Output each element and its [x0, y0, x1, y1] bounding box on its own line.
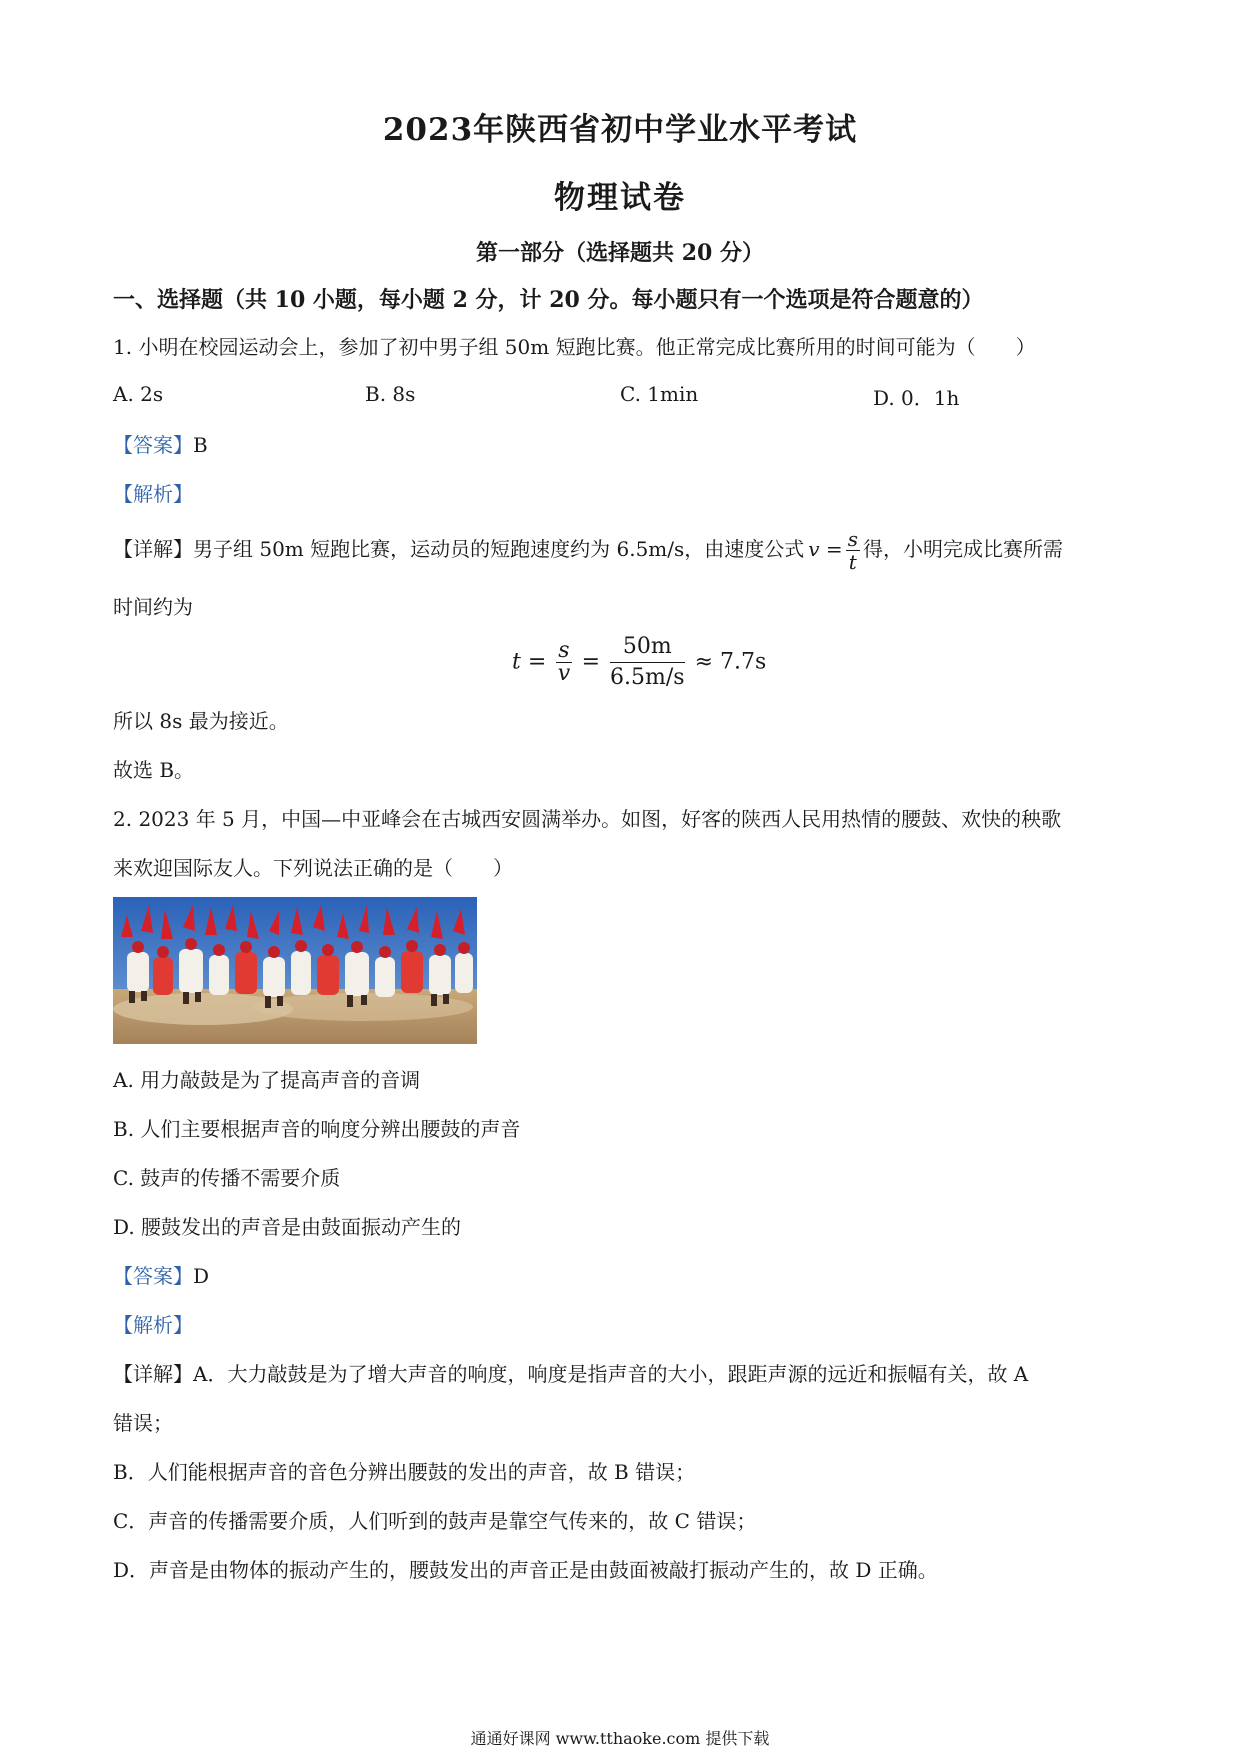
answer-tag: 【答案】 — [113, 1264, 193, 1288]
q1-option-c: C. 1min — [620, 382, 699, 406]
q2-detail-line-3: B．人们能根据声音的音色分辨出腰鼓的发出的声音，故 B 错误； — [113, 1460, 696, 1484]
fraction-denominator: v — [557, 661, 571, 686]
answer-tag: 【答案】 — [113, 433, 193, 457]
detail-tag: 【详解】 — [113, 537, 193, 561]
q2-detail-line-2: 错误； — [113, 1411, 173, 1435]
q2-detail-line-5: D．声音是由物体的振动产生的，腰鼓发出的声音正是由鼓面被敲打振动产生的，故 D 正确。 — [113, 1558, 938, 1582]
q1-detail-continued: 时间约为 — [113, 595, 193, 619]
detail-text-b: 得，小明完成比赛所需 — [862, 537, 1063, 561]
fraction-numerator: s — [847, 527, 858, 551]
section-heading: 一、选择题（共 10 小题，每小题 2 分，计 20 分。每小题只有一个选项是符合题意的） — [113, 287, 984, 313]
question-2-stem-line-2: 来欢迎国际友人。下列说法正确的是（ ） — [113, 856, 513, 880]
fraction-denominator: t — [848, 550, 857, 574]
exam-subtitle: 物理试卷 — [554, 180, 686, 216]
q1-option-a: A. 2s — [113, 382, 164, 406]
page-footer: 通通好课网 www.tthaoke.com 提供下载 — [470, 1729, 770, 1748]
waist-drum-dance-photo — [113, 897, 477, 1044]
q1-answer — [113, 431, 208, 459]
time-formula — [512, 632, 766, 693]
velocity-lhs: v = — [808, 537, 843, 561]
q1-option-b: B. 8s — [365, 382, 416, 406]
q2-option-a: A. 用力敲鼓是为了提高声音的音调 — [113, 1068, 421, 1092]
fraction-numerator: 50m — [610, 632, 685, 663]
formula-fraction-1 — [556, 640, 571, 685]
question-1-stem: 1. 小明在校园运动会上，参加了初中男子组 50m 短跑比赛。他正常完成比赛所用的时间可能为（ ） — [113, 335, 1036, 359]
q1-analysis-tag: 【解析】 — [113, 482, 193, 506]
formula-fraction-2 — [610, 632, 685, 693]
fraction-numerator: s — [558, 638, 570, 663]
detail-tag: 【详解】 — [113, 1362, 193, 1386]
fraction-denominator: 6.5m/s — [610, 665, 685, 690]
q2-answer — [113, 1262, 209, 1290]
q1-choice: 故选 B。 — [113, 758, 195, 782]
velocity-fraction — [846, 528, 860, 573]
formula-result: ≈ 7.7s — [694, 649, 767, 675]
answer-value: D — [193, 1264, 210, 1288]
q2-option-d: D. 腰鼓发出的声音是由鼓面振动产生的 — [113, 1215, 462, 1239]
detail-text-a: 男子组 50m 短跑比赛，运动员的短跑速度约为 6.5m/s，由速度公式 — [193, 537, 805, 561]
q2-detail-line-4: C．声音的传播需要介质，人们听到的鼓声是靠空气传来的，故 C 错误； — [113, 1509, 757, 1533]
part-heading: 第一部分（选择题共 20 分） — [476, 240, 764, 266]
equals-sign: = — [581, 649, 601, 675]
q1-detail-line — [113, 524, 1063, 574]
q2-option-c: C. 鼓声的传播不需要介质 — [113, 1166, 341, 1190]
formula-lhs: t = — [512, 649, 547, 675]
question-2-stem-line-1: 2. 2023 年 5 月，中国—中亚峰会在古城西安圆满举办。如图，好客的陕西人民用热情的腰鼓、欢快的秧歌 — [113, 807, 1062, 831]
detail-text: A．大力敲鼓是为了增大声音的响度，响度是指声音的大小，跟距声源的远近和振幅有关，故 A — [193, 1362, 1029, 1386]
q1-option-d: D. 0．1h — [873, 386, 960, 410]
q1-conclusion: 所以 8s 最为接近。 — [113, 709, 289, 733]
answer-value: B — [193, 433, 208, 457]
q2-detail-line-1 — [113, 1360, 1028, 1388]
q2-analysis-tag: 【解析】 — [113, 1313, 193, 1337]
exam-title: 2023年陕西省初中学业水平考试 — [382, 112, 858, 148]
q2-option-b: B. 人们主要根据声音的响度分辨出腰鼓的声音 — [113, 1117, 521, 1141]
